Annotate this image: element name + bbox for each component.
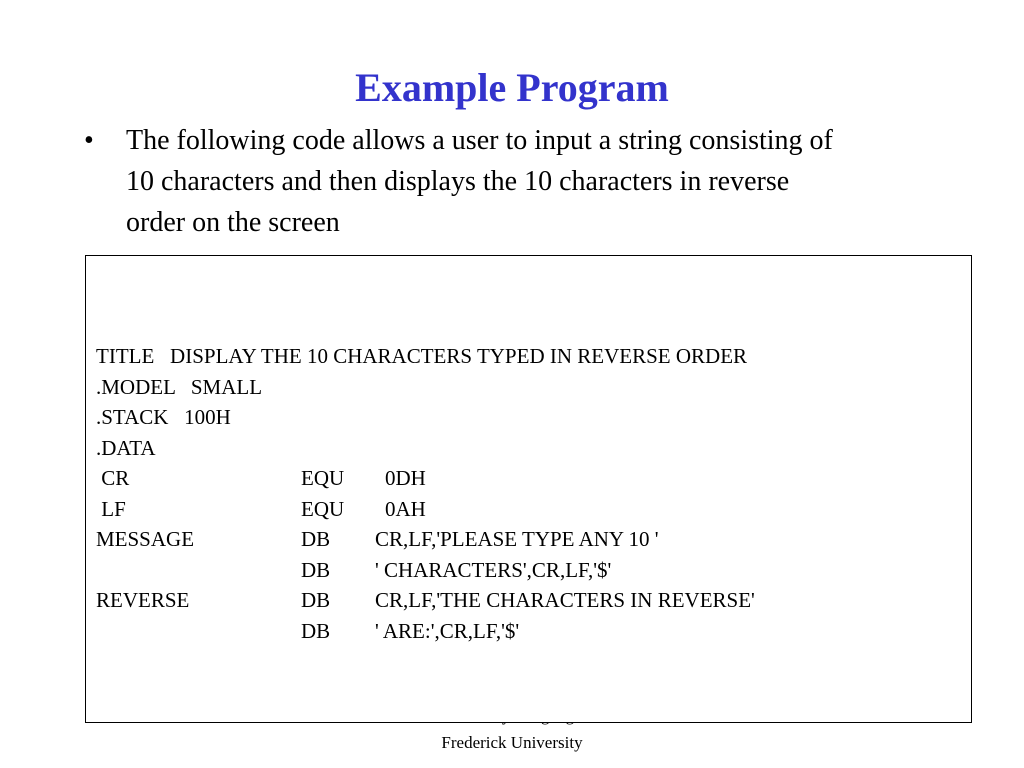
code-opcode: DB [301,557,331,582]
code-opcode: EQU [301,466,345,490]
code-label: REVERSE [96,588,190,612]
code-title-directive: TITLE DISPLAY THE 10 CHARACTERS TYPED IN REVERSE ORDER [96,344,748,368]
code-label: LF [96,496,126,521]
code-operand: 0DH [385,466,426,490]
code-operand: CR,LF,'PLEASE TYPE ANY 10 ' [375,527,659,551]
code-stack-directive: .STACK 100H [96,405,231,429]
code-label: CR [96,466,130,490]
code-line-reverse-cont [96,616,966,647]
code-line-reverse [96,585,966,616]
footer-university: Frederick University [441,733,583,752]
bullet-text: The following code allows a user to input a string consisting of 10 characters and then displays the 10 characters in reverse order on the screen [126,125,833,238]
code-opcode: DB [301,588,331,612]
code-line-message-cont [96,555,966,586]
bullet-marker: • [84,125,94,156]
code-listing-box [85,255,972,723]
code-model-directive: .MODEL SMALL [96,374,263,399]
code-lines [96,341,966,646]
code-line-message [96,524,966,555]
code-operand: ' CHARACTERS',CR,LF,'$' [375,557,612,582]
code-data-directive: .DATA [96,435,156,460]
code-line-title [96,341,966,372]
slide-title: Example Program [355,64,669,110]
code-opcode: DB [301,618,331,643]
code-line-cr [96,463,966,494]
code-operand: 0AH [385,496,426,521]
code-opcode: EQU [301,496,345,521]
code-line-data [96,433,966,464]
code-operand: ' ARE:',CR,LF,'$' [375,618,520,643]
code-opcode: DB [301,527,331,551]
code-line-model [96,372,966,403]
code-label: MESSAGE [96,527,195,551]
code-line-lf [96,494,966,525]
code-line-stack [96,402,966,433]
code-operand: CR,LF,'THE CHARACTERS IN REVERSE' [375,588,755,612]
